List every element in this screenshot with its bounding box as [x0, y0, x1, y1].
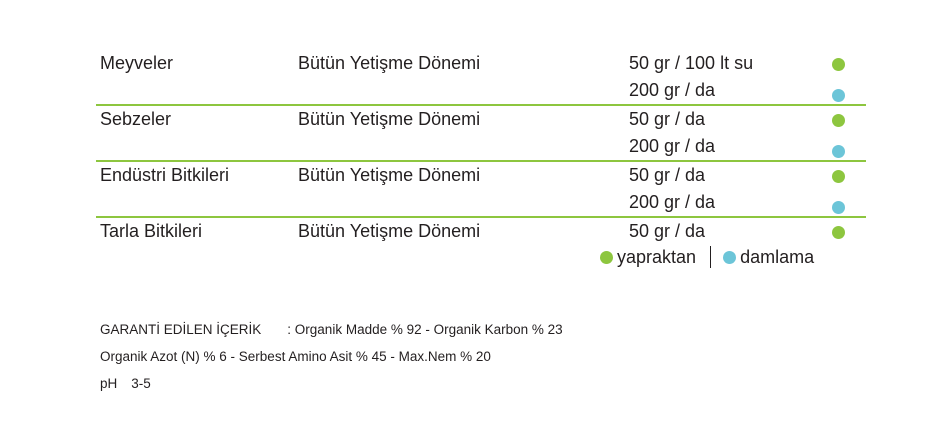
content-notes — [100, 316, 563, 397]
dose-amount: 50 gr / da — [629, 109, 706, 129]
guarantee-label: GARANTİ EDİLEN İÇERİK — [100, 322, 262, 337]
ph-line — [100, 370, 563, 397]
dose-amount: 200 gr / da — [629, 80, 716, 100]
dose-line — [96, 218, 866, 245]
leaf-legend-label: yapraktan — [617, 247, 697, 267]
dose-amount: 200 gr / da — [629, 136, 716, 156]
crop-name: Tarla Bitkileri — [100, 221, 203, 241]
dose-amount: 200 gr / da — [629, 192, 716, 212]
leaf-legend-icon — [600, 251, 613, 264]
leaf-method-icon — [832, 58, 845, 71]
dose-line — [96, 133, 866, 160]
crop-name: Meyveler — [100, 53, 174, 73]
table-row — [96, 104, 866, 160]
table-row — [96, 216, 866, 245]
composition-line: Organik Azot (N) % 6 - Serbest Amino Asit % 45 - Max.Nem % 20 — [100, 349, 491, 364]
guarantee-value: : Organik Madde % 92 - Organik Karbon % 23 — [287, 322, 563, 337]
crop-name: Endüstri Bitkileri — [100, 165, 230, 185]
drip-method-icon — [832, 89, 845, 102]
dosage-table — [96, 50, 866, 245]
legend — [600, 244, 814, 270]
dose-line — [96, 77, 866, 104]
dose-line — [96, 189, 866, 216]
crop-name: Sebzeler — [100, 109, 172, 129]
drip-method-icon — [832, 145, 845, 158]
dose-amount: 50 gr / da — [629, 221, 706, 241]
dose-line — [96, 106, 866, 133]
legend-divider — [710, 246, 711, 268]
application-period: Bütün Yetişme Dönemi — [298, 53, 481, 73]
drip-legend-label: damlama — [740, 247, 815, 267]
application-period: Bütün Yetişme Dönemi — [298, 221, 481, 241]
application-period: Bütün Yetişme Dönemi — [298, 165, 481, 185]
dose-amount: 50 gr / da — [629, 165, 706, 185]
drip-legend-icon — [723, 251, 736, 264]
dose-amount: 50 gr / 100 lt su — [629, 53, 754, 73]
table-row — [96, 160, 866, 216]
table-row — [96, 50, 866, 104]
leaf-method-icon — [832, 170, 845, 183]
application-period: Bütün Yetişme Dönemi — [298, 109, 481, 129]
dose-line — [96, 162, 866, 189]
leaf-method-icon — [832, 114, 845, 127]
ph-value: 3-5 — [131, 376, 151, 391]
leaf-method-icon — [832, 226, 845, 239]
ph-label: pH — [100, 376, 118, 391]
guarantee-line — [100, 316, 563, 343]
dose-line — [96, 50, 866, 77]
drip-method-icon — [832, 201, 845, 214]
